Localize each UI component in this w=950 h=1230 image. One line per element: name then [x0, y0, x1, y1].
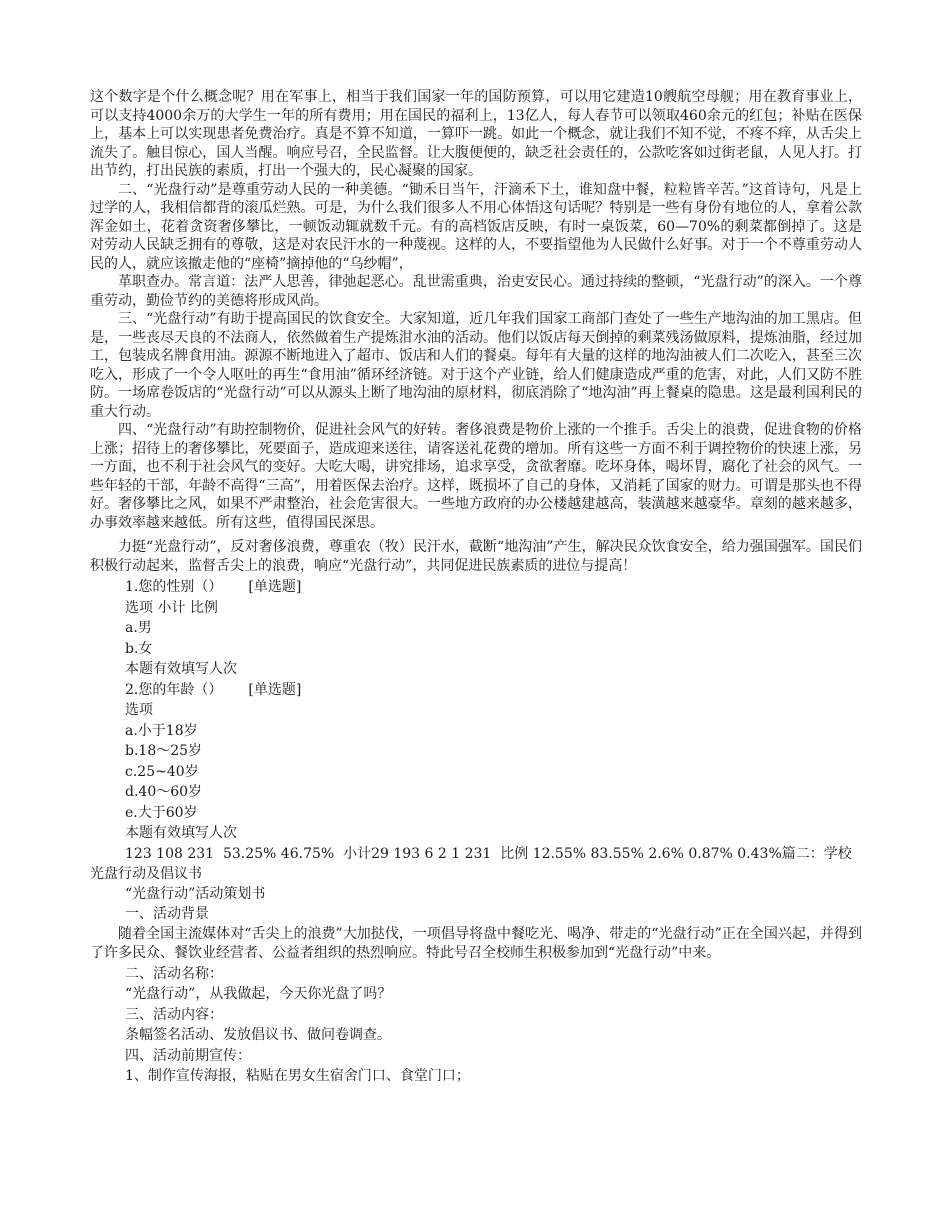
- paragraph-prices: 四、“光盘行动”有助控制物价，促进社会风气的好转。奢侈浪费是物价上涨的一个推手。舌尖上的浪费，促进食物的价格上涨；招待上的奢侈攀比，死要面子，造成迎来送往，请客送礼花费的增加。所有这些一方面不利于调控物价的快速上涨，另一方面，也不利于社会风气的变好。大吃大喝，讲究排场，追求享受，贪欲奢靡。吃坏身体，喝坏胃，腐化了社会的风气。一些年轻的干部，年龄不高得“三高”，用着医保去治疗。这样，既损坏了自己的身体，又消耗了国家的财力。可谓是那头也不得好。奢侈攀比之风，如果不严肃整治，社会危害很大。一些地方政府的办公楼越建越高，装潢越来越豪华。章刻的越来越多，办事效率越来越低。所有这些，值得国民深思。: [90, 422, 862, 531]
- survey-section: [90, 577, 862, 884]
- plan-section-2-body: “光盘行动”，从我做起，今天你光盘了吗？: [125, 986, 392, 1002]
- paragraph-respect-labor: 二、“光盘行动”是尊重劳动人民的一种美德。“锄禾日当午，汗滴禾下土，谁知盘中餐，粒粒皆辛苦。”这首诗句，凡是上过学的人，我相信都背的滚瓜烂熟。可是，为什么我们很多人不用心体悟这句话呢？特别是一些有身份有地位的人，拿着公款浑金如土，花着贪资奢侈攀比，一顿饭动辄就数千元。有的高档饭店反映，有时一桌饭菜，60—70%的剩菜都倒掉了。这是对劳动人民缺乏拥有的尊敬，这是对农民汗水的一种蔑视。这样的人，不要指望他为人民做什么好事。对于一个不尊重劳动人民的人，就应该撤走他的“座椅”摘掉他的“乌纱帽”，: [90, 181, 862, 272]
- q2-table-header: 选项: [125, 702, 153, 718]
- q1-option-female: b.女: [125, 640, 153, 657]
- survey-table-header: 选项 小计 比例: [125, 599, 218, 616]
- q2-option-a: a.小于18岁: [125, 722, 198, 739]
- document-page: [90, 88, 862, 1087]
- paragraph-food-safety: 三、“光盘行动”有助于提高国民的饮食安全。大家知道，近几年我们国家工商部门查处了一些生产地沟油的加工黑店。但是，一些丧尽天良的不法商人，依然做着生产提炼泔水油的活动。他们以饭店每天倒掉的剩菜残汤做原料，提炼油脂，经过加工，包装成名牌食用油。源源不断地进入了超市、饭店和人们的餐桌。每年有大量的这样的地沟油被人们二次吃入，甚至三次吃入，形成了一个令人呕吐的再生“食用油”循环经济链。对于这个产业链，给人们健康造成严重的危害，对此，人们又防不胜防。一场席卷饭店的“光盘行动”可以从源头上断了地沟油的原材料，彻底消除了“地沟油”再上餐桌的隐患。这是最利国利民的重大行动。: [90, 311, 862, 420]
- paragraph-budget: 这个数字是个什么概念呢？用在军事上，相当于我们国家一年的国防预算，可以用它建造10艘航空母舰；用在教育事业上，可以支持4000余万的大学生一年的所有费用；用在国民的福利上，13亿人，每人春节可以领取460余元的红包；补贴在医保上，基本上可以实现患者免费治疗。真是不算不知道，一算吓一跳。如此一个概念，就让我们不知不觉，不疼不痒，从舌尖上流失了。触目惊心，国人当醒。响应号召，全民监督。让大腹便便的，缺乏社会责任的，公款吃客如过街老鼠，人见人打。打出节约，打出民族的素质，打出一个强大的，民心凝聚的国家。: [90, 89, 862, 179]
- survey-question-2: [90, 680, 862, 701]
- q1-valid-count: 本题有效填写人次: [125, 661, 237, 677]
- plan-title: “光盘行动”活动策划书: [125, 885, 266, 902]
- q2-valid-count: 本题有效填写人次: [125, 825, 237, 841]
- q2-option-e: e.大于60岁: [125, 804, 198, 821]
- plan-section-3-body: 条幅签名活动、发放倡议书、做问卷调查。: [125, 1027, 391, 1043]
- question-1-title: 1.您的性别（）: [125, 579, 223, 595]
- q1-option-male: a.男: [125, 620, 152, 636]
- question-2-title: 2.您的年龄（）: [125, 681, 223, 698]
- plan-section-4-heading: 四、活动前期宣传：: [125, 1047, 251, 1064]
- survey-stats-line: 123 108 231 53.25% 46.75% 小计29 193 6 2 1 231 比例 12.55% 83.55% 2.6% 0.87% 0.43%篇二：学校光盘行动及倡议书: [90, 845, 852, 882]
- plan-section: [90, 884, 862, 1087]
- question-2-type: [单选题]: [248, 681, 302, 698]
- plan-section-2-heading: 二、活动名称：: [125, 965, 223, 982]
- paragraph-call-to-action: 力挺“光盘行动”，反对奢侈浪费，尊重农（牧）民汗水，截断“地沟油”产生，解决民众饮食安全，给力强国强军。国民们积极行动起来，监督舌尖上的浪费，响应“光盘行动”，共同促进民族素质的进位与提高！: [90, 539, 862, 574]
- q2-option-c: c.25~40岁: [125, 763, 199, 780]
- q2-option-b: b.18～25岁: [125, 743, 203, 759]
- plan-section-1-body: 随着全国主流媒体对“舌尖上的浪费”大加挞伐，一项倡导将盘中餐吃光、喝净、带走的“光盘行动”正在全国兴起，并得到了许多民众、餐饮业经营者、公益者组织的热烈响应。特此号召全校师生积极参加到“光盘行动”中来。: [90, 925, 862, 961]
- q2-option-d: d.40～60岁: [125, 784, 203, 800]
- plan-section-3-heading: 三、活动内容：: [125, 1006, 223, 1023]
- plan-section-1-heading: 一、活动背景: [125, 906, 209, 922]
- plan-section-4-item-1: 1、制作宣传海报，粘贴在男女生宿舍门口、食堂门口；: [125, 1068, 470, 1084]
- paragraph-punishment: 革职查办。常言道：法严人思善，律弛起恶心。乱世需重典，治吏安民心。通过持续的整顿，“光盘行动”的深入。一个尊重劳动，勤俭节约的美德将形成风尚。: [90, 274, 862, 309]
- question-1-type: [单选题]: [248, 579, 302, 595]
- survey-question-1: [90, 577, 862, 598]
